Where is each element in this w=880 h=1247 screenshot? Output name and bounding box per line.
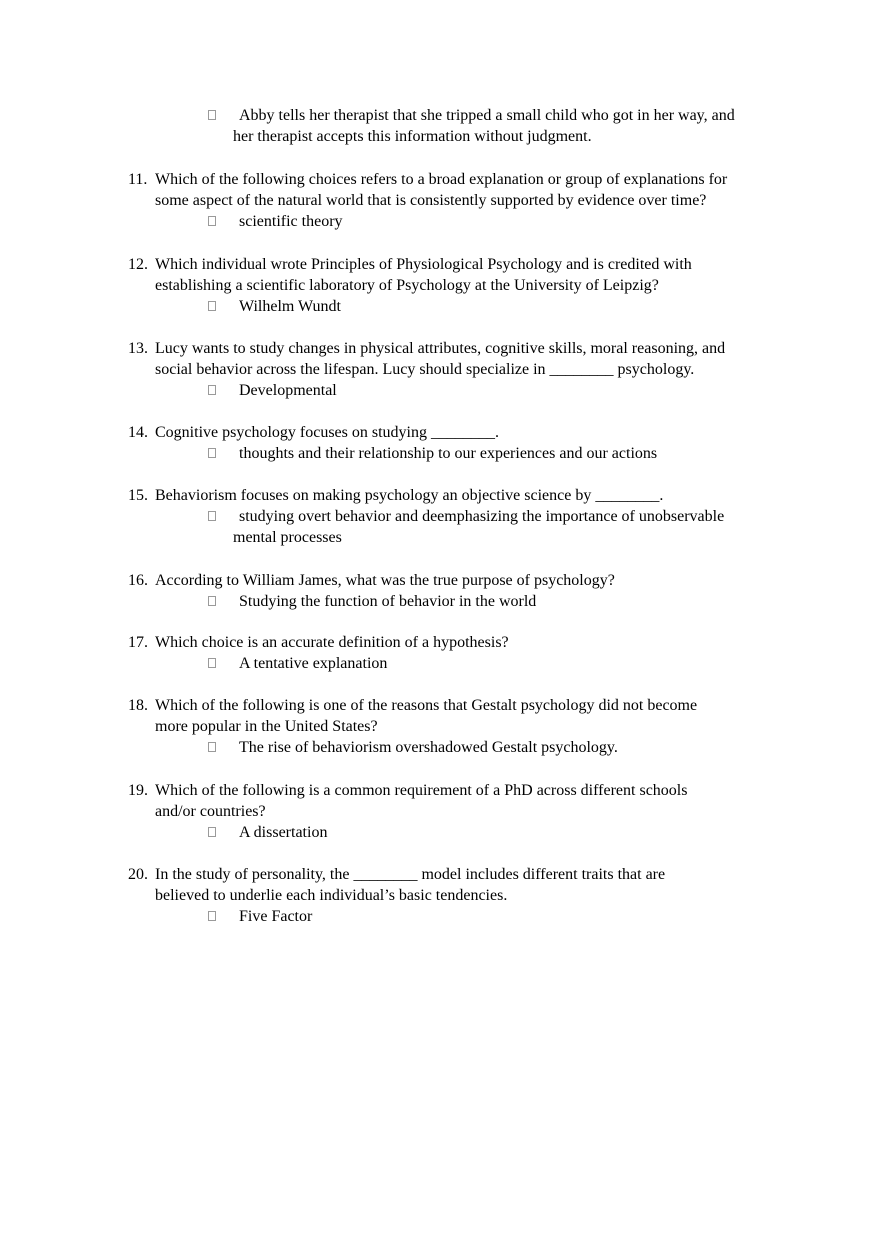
question-text: In the study of personality, the ________ model includes different traits that are xyxy=(155,866,666,883)
checkbox-icon xyxy=(208,911,216,921)
question-text: Which choice is an accurate definition of a hypothesis? xyxy=(155,634,509,651)
checkbox-icon xyxy=(208,448,216,458)
checkbox-icon xyxy=(208,110,216,120)
question-16 xyxy=(128,570,788,612)
answer-text: mental processes xyxy=(233,529,342,546)
answer-line: her therapist accepts this information without judgment. xyxy=(233,128,592,145)
question-number: 17. xyxy=(128,634,148,651)
question-text: Which of the following is one of the reasons that Gestalt psychology did not become xyxy=(155,697,698,714)
answer xyxy=(208,906,788,927)
question-number: 19. xyxy=(128,782,148,799)
question-number: 15. xyxy=(128,487,148,504)
question-text: establishing a scientific laboratory of Psychology at the University of Leipzig? xyxy=(155,277,659,294)
question-text: Which individual wrote Principles of Physiological Psychology and is credited with xyxy=(155,256,692,273)
question-12 xyxy=(128,254,788,317)
checkbox-icon xyxy=(208,596,216,606)
checkbox-icon xyxy=(208,385,216,395)
question-text: and/or countries? xyxy=(155,803,266,820)
answer xyxy=(208,506,788,548)
answer-text: A dissertation xyxy=(239,824,328,841)
question-13 xyxy=(128,338,788,401)
answer xyxy=(208,822,788,843)
checkbox-icon xyxy=(208,658,216,668)
question-20 xyxy=(128,864,788,927)
answer-line: Abby tells her therapist that she tripped a small child who got in her way, and xyxy=(239,107,735,124)
checkbox-icon xyxy=(208,827,216,837)
question-text: believed to underlie each individual’s basic tendencies. xyxy=(155,887,508,904)
question-text: Behaviorism focuses on making psychology an objective science by ________. xyxy=(155,487,664,504)
answer-text: Wilhelm Wundt xyxy=(239,298,341,315)
question-text: some aspect of the natural world that is consistently supported by evidence over time? xyxy=(155,192,707,209)
answer xyxy=(208,296,788,317)
question-text: social behavior across the lifespan. Lucy should specialize in ________ psychology. xyxy=(155,361,695,378)
answer-text: Studying the function of behavior in the world xyxy=(239,593,537,610)
question-text: more popular in the United States? xyxy=(155,718,378,735)
question-15 xyxy=(128,485,788,548)
question-text: Lucy wants to study changes in physical attributes, cognitive skills, moral reasoning, and xyxy=(155,340,726,357)
answer-text: studying overt behavior and deemphasizing the importance of unobservable xyxy=(239,508,725,525)
question-text: Which of the following choices refers to a broad explanation or group of explanations for xyxy=(155,171,728,188)
answer-text: scientific theory xyxy=(239,213,343,230)
answer xyxy=(208,653,788,674)
answer-text: The rise of behaviorism overshadowed Gestalt psychology. xyxy=(239,739,618,756)
question-number: 20. xyxy=(128,866,148,883)
question-text: According to William James, what was the true purpose of psychology? xyxy=(155,572,615,589)
question-text: Which of the following is a common requirement of a PhD across different schools xyxy=(155,782,688,799)
checkbox-icon xyxy=(208,301,216,311)
answer-text: A tentative explanation xyxy=(239,655,388,672)
answer-text: Five Factor xyxy=(239,908,313,925)
answer-text: thoughts and their relationship to our experiences and our actions xyxy=(239,445,658,462)
question-17 xyxy=(128,632,788,674)
answer xyxy=(208,591,788,612)
answer xyxy=(208,443,788,464)
answer xyxy=(208,211,788,232)
question-text: Cognitive psychology focuses on studying ________. xyxy=(155,424,499,441)
question-19 xyxy=(128,780,788,843)
question-number: 11. xyxy=(128,171,148,188)
answer xyxy=(208,737,788,758)
checkbox-icon xyxy=(208,511,216,521)
question-number: 16. xyxy=(128,572,148,589)
question-18 xyxy=(128,695,788,758)
checkbox-icon xyxy=(208,216,216,226)
question-number: 13. xyxy=(128,340,148,357)
question-11 xyxy=(128,169,788,232)
question-number: 18. xyxy=(128,697,148,714)
question-number: 14. xyxy=(128,424,148,441)
question-14 xyxy=(128,422,788,464)
answer xyxy=(208,380,788,401)
checkbox-icon xyxy=(208,742,216,752)
answer-text: Developmental xyxy=(239,382,337,399)
question-number: 12. xyxy=(128,256,148,273)
previous-question-answer xyxy=(208,105,788,147)
